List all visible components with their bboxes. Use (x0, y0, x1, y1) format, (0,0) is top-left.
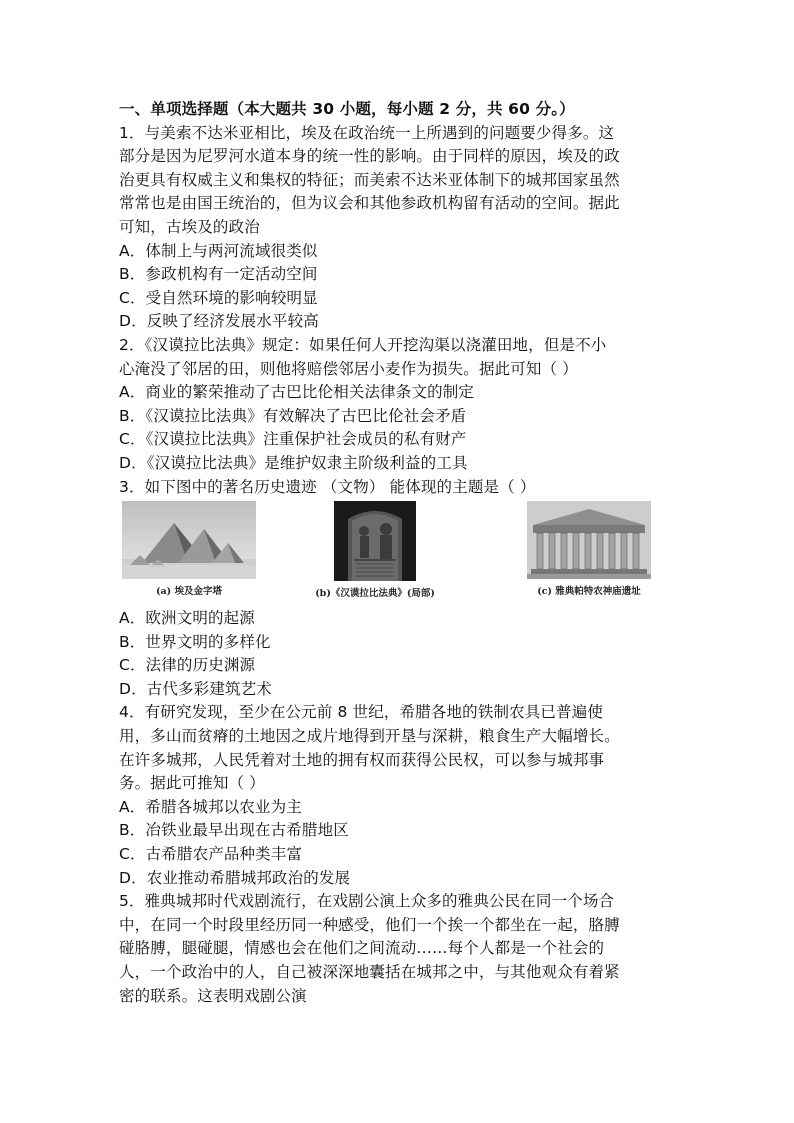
question-stem-line: 5．雅典城邦时代戏剧流行，在戏剧公演上众多的雅典公民在同一个场合 (119, 892, 615, 911)
option-d: D．《汉谟拉比法典》是维护奴隶主阶级利益的工具 (119, 453, 468, 472)
question-stem-line: 心淹没了邻居的田，则他将赔偿邻居小麦作为损失。据此可知（ ） (119, 359, 578, 378)
option-c: C．法律的历史渊源 (119, 656, 256, 675)
parthenon-image (527, 501, 651, 579)
option-a: A．体制上与两河流域很类似 (119, 241, 318, 260)
option-a: A．欧洲文明的起源 (119, 609, 255, 628)
question-stem-line: 常常也是由国王统治的，但为议会和其他参政机构留有活动的空间。据此 (119, 194, 620, 213)
question-stem-line: 务。据此可推知（ ） (119, 774, 265, 793)
option-d: D．反映了经济发展水平较高 (119, 312, 319, 331)
figure-parthenon (519, 501, 659, 597)
option-c: C．《汉谟拉比法典》注重保护社会成员的私有财产 (119, 430, 467, 449)
question-2 (119, 334, 679, 476)
question-stem-line: 部分是因为尼罗河水道本身的统一性的影响。由于同样的原因，埃及的政 (119, 147, 620, 166)
option-c: C．古希腊农产品种类丰富 (119, 845, 303, 864)
question-stem-line: 密的联系。这表明戏剧公演 (119, 986, 307, 1005)
option-b: B．《汉谟拉比法典》有效解决了古巴比伦社会矛盾 (119, 406, 467, 425)
section-title: 一、单项选择题（本大题共 30 小题，每小题 2 分，共 60 分。） (119, 100, 575, 118)
question-3 (119, 476, 679, 702)
option-b: B．参政机构有一定活动空间 (119, 265, 318, 284)
pyramids-image (122, 501, 256, 579)
question-stem-line: 2．《汉谟拉比法典》规定：如果任何人开挖沟渠以浇灌田地，但是不小 (119, 335, 607, 354)
option-d: D．农业推动希腊城邦政治的发展 (119, 868, 351, 887)
question-content (119, 98, 679, 1008)
hammurabi-stele-image (334, 501, 416, 581)
option-d: D．古代多彩建筑艺术 (119, 679, 272, 698)
question-4 (119, 701, 679, 890)
question-stem-line: 治更具有权威主义和集权的特征；而美索不达米亚体制下的城邦国家虽然 (119, 170, 620, 189)
question-stem-line: 在许多城邦，人民凭着对土地的拥有权而获得公民权，可以参与城邦事 (119, 750, 605, 769)
figure-caption: (a) 埃及金字塔 (156, 586, 222, 598)
figure-row (119, 501, 679, 601)
option-b: B．冶铁业最早出现在古希腊地区 (119, 821, 349, 840)
figure-pyramids (119, 501, 259, 597)
question-stem-line: 3．如下图中的著名历史遗迹 （文物） 能体现的主题是（ ） (119, 477, 536, 496)
option-a: A．希腊各城邦以农业为主 (119, 797, 302, 816)
question-stem-line: 人，一个政治中的人，自己被深深地囊括在城邦之中，与其他观众有着紧 (119, 963, 620, 981)
question-stem-line: 中，在同一个时段里经历同一种感受，他们一个挨一个都坐在一起，胳膊 (119, 915, 620, 934)
question-5 (119, 890, 679, 1008)
option-c: C．受自然环境的影响较明显 (119, 288, 318, 307)
option-b: B．世界文明的多样化 (119, 632, 271, 651)
option-a: A．商业的繁荣推动了古巴比伦相关法律条文的制定 (119, 383, 475, 402)
question-1 (119, 122, 679, 334)
question-stem-line: 可知，古埃及的政治 (119, 217, 260, 236)
figure-hammurabi (305, 501, 445, 599)
figure-caption: (c) 雅典帕特农神庙遗址 (537, 586, 641, 598)
figure-caption: (b)《汉谟拉比法典》(局部) (315, 588, 435, 600)
question-stem-line: 4．有研究发现，至少在公元前 8 世纪，希腊各地的铁制农具已普遍使 (119, 703, 604, 722)
question-stem-line: 用，多山而贫瘠的土地因之成片地得到开垦与深耕，粮食生产大幅增长。 (119, 727, 620, 746)
question-stem-line: 1．与美索不达米亚相比，埃及在政治统一上所遇到的问题要少得多。这 (119, 123, 615, 142)
question-stem-line: 碰胳膊，腿碰腿，情感也会在他们之间流动……每个人都是一个社会的 (119, 939, 605, 958)
